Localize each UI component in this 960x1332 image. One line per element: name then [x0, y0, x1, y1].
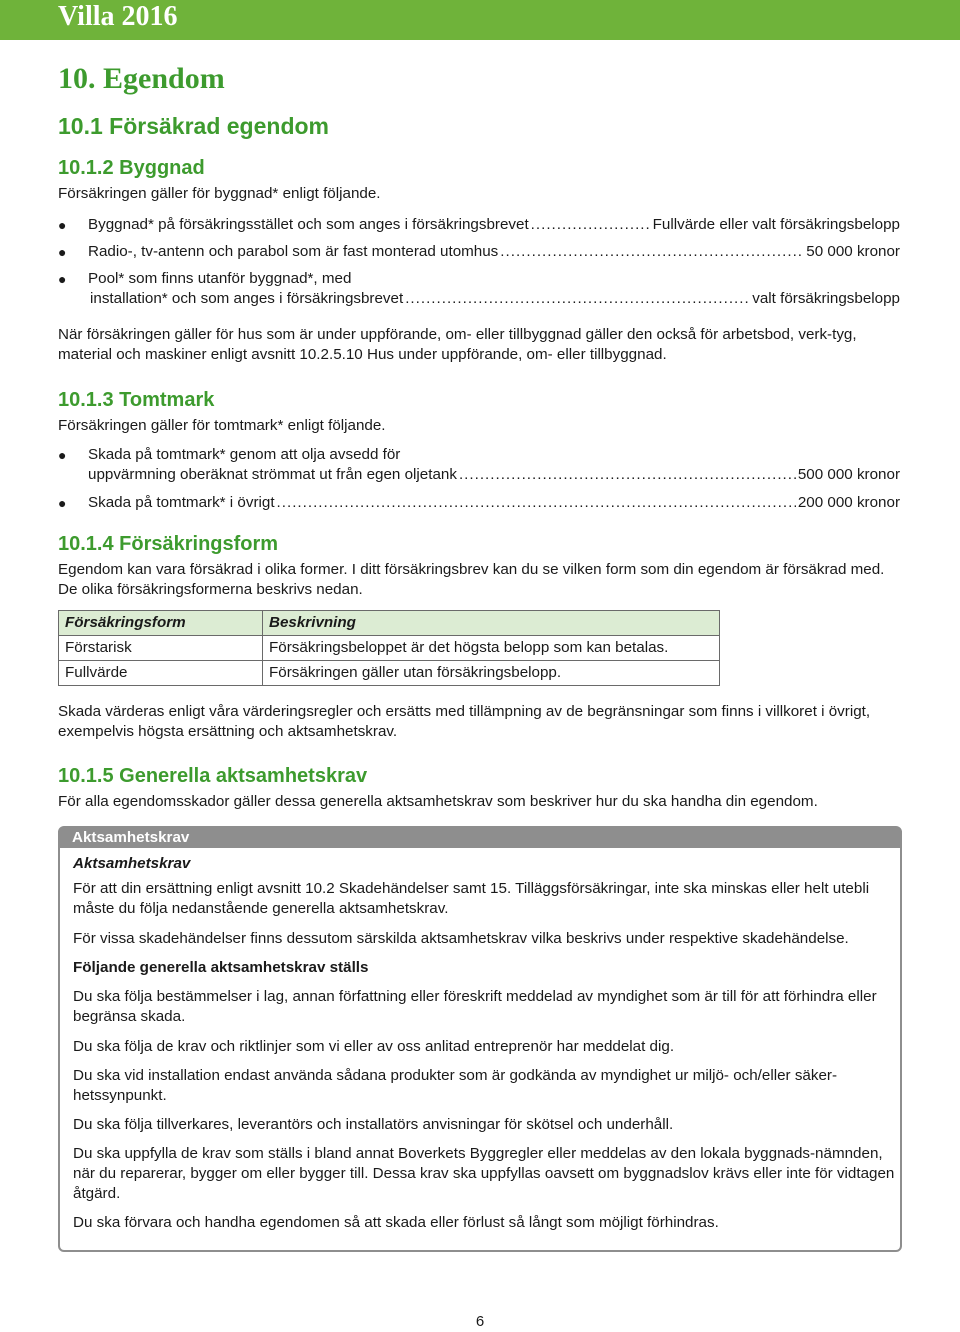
- table-row: [59, 661, 720, 686]
- item-text-line1: Skada på tomtmark* genom att olja avsedd för: [88, 446, 401, 463]
- aktsamhet-box: [58, 826, 902, 1252]
- section-title: 10. Egendom: [58, 62, 225, 95]
- tomtmark-heading: 10.1.3 Tomtmark: [58, 389, 215, 411]
- leader-dots: [405, 289, 750, 309]
- item-text: uppvärmning oberäknat strömmat ut från egen oljetank: [88, 466, 457, 483]
- document-title: Villa 2016: [58, 1, 178, 32]
- item-amount: 50 000 kronor: [806, 243, 900, 260]
- list-item: [58, 445, 900, 485]
- table-header-row: [59, 611, 720, 636]
- leader-dots: [459, 465, 796, 485]
- rule-item: Du ska uppfylla de krav som ställs i bland annat Boverkets Byggregler eller meddelas av den lokala byggnads-nämnden, när du reparerar, bygger om eller bygger till. Dessa krav ska uppfyllas oavsett om byggnadslov krävs eller inte för vidtagen åtgärd.: [73, 1145, 895, 1202]
- box-paragraph: För vissa skadehändelser finns dessutom särskilda aktsamhetskrav vilka beskrivs under respektive skadehändelse.: [73, 930, 849, 947]
- box-title: Aktsamhetskrav: [73, 855, 191, 872]
- bullet-icon: ●: [58, 271, 67, 287]
- box-header: [60, 828, 900, 848]
- rule-item: Du ska följa bestämmelser i lag, annan författning eller föreskrift meddelad av myndighet som är till för att förhindra eller begränsa skada.: [73, 988, 877, 1025]
- item-text: Skada på tomtmark* i övrigt: [88, 494, 275, 511]
- box-subtitle: Följande generella aktsamhetskrav ställs: [73, 959, 369, 976]
- table-cell: Försäkringen gäller utan försäkringsbelopp.: [263, 661, 720, 686]
- forsakringsform-intro: Egendom kan vara försäkrad i olika former. I ditt försäkringsbrev kan du se vilken form som din egendom är försäkrad med. De olika försäkringsformerna beskrivs nedan.: [58, 561, 885, 598]
- item-amount: valt försäkringsbelopp: [752, 290, 900, 307]
- item-text: Byggnad* på försäkringsstället och som anges i försäkringsbrevet: [88, 216, 529, 233]
- subsection-title: 10.1 Försäkrad egendom: [58, 113, 329, 139]
- table-header: Försäkringsform: [59, 611, 263, 636]
- rule-item: Du ska vid installation endast använda sådana produkter som är godkända av myndighet ur miljö- och/eller säker-hetssynpunkt.: [73, 1067, 838, 1104]
- box-header-label: Aktsamhetskrav: [72, 829, 190, 846]
- table-cell: Fullvärde: [59, 661, 263, 686]
- page-number: 6: [475, 1313, 485, 1330]
- forsakringsform-table: [58, 610, 720, 686]
- byggnad-intro: Försäkringen gäller för byggnad* enligt följande.: [58, 185, 381, 202]
- table-row: [59, 636, 720, 661]
- box-paragraph: För att din ersättning enligt avsnitt 10.2 Skadehändelser samt 15. Tilläggsförsäkringar, inte ska minskas eller helt utebli måste du följa nedanstående generella aktsamhetskrav.: [73, 880, 870, 917]
- leader-dots: [531, 215, 651, 235]
- bullet-icon: ●: [58, 495, 67, 511]
- bullet-icon: ●: [58, 217, 67, 233]
- bullet-icon: ●: [58, 244, 67, 260]
- byggnad-heading: 10.1.2 Byggnad: [58, 157, 205, 179]
- table-cell: Försäkringsbeloppet är det högsta belopp som kan betalas.: [263, 636, 720, 661]
- item-amount: 200 000 kronor: [797, 494, 900, 511]
- table-cell: Förstarisk: [59, 636, 263, 661]
- leader-dots: [500, 242, 804, 262]
- item-text-line1: Pool* som finns utanför byggnad*, med: [88, 270, 352, 287]
- aktsamhet-heading: 10.1.5 Generella aktsamhetskrav: [58, 765, 368, 787]
- item-amount: Fullvärde eller valt försäkringsbelopp: [652, 216, 900, 233]
- tomtmark-intro: Försäkringen gäller för tomtmark* enligt följande.: [58, 417, 386, 434]
- forsakringsform-heading: 10.1.4 Försäkringsform: [58, 533, 279, 555]
- item-text: Radio-, tv-antenn och parabol som är fast monterad utomhus: [88, 243, 499, 260]
- header-bar: [0, 0, 960, 40]
- forsakringsform-after: Skada värderas enligt våra värderingsregler och ersätts med tillämpning av de begränsningar som finns i villkoret i övrigt, exempelvis högsta ersättning och aktsamhetskrav.: [58, 703, 871, 740]
- bullet-icon: ●: [58, 447, 67, 463]
- rule-item: Du ska följa de krav och riktlinjer som vi eller av oss anlitad entreprenör har meddelat dig.: [73, 1038, 675, 1055]
- rule-item: Du ska följa tillverkares, leverantörs och installatörs anvisningar för skötsel och underhåll.: [73, 1116, 674, 1133]
- leader-dots: [277, 493, 796, 513]
- item-text: installation* och som anges i försäkringsbrevet: [90, 290, 404, 307]
- rule-item: Du ska förvara och handha egendomen så att skada eller förlust så långt som möjligt förhindras.: [73, 1214, 719, 1231]
- item-amount: 500 000 kronor: [797, 466, 900, 483]
- aktsamhet-intro: För alla egendomsskador gäller dessa generella aktsamhetskrav som beskriver hur du ska handha din egendom.: [58, 793, 818, 810]
- byggnad-note: När försäkringen gäller för hus som är under uppförande, om- eller tillbyggnad gäller den också för arbetsbod, verk-tyg, material och maskiner enligt avsnitt 10.2.5.10 Hus under uppförande, om- eller tillbyggnad.: [58, 326, 857, 363]
- table-header: Beskrivning: [263, 611, 720, 636]
- list-item: [58, 269, 900, 309]
